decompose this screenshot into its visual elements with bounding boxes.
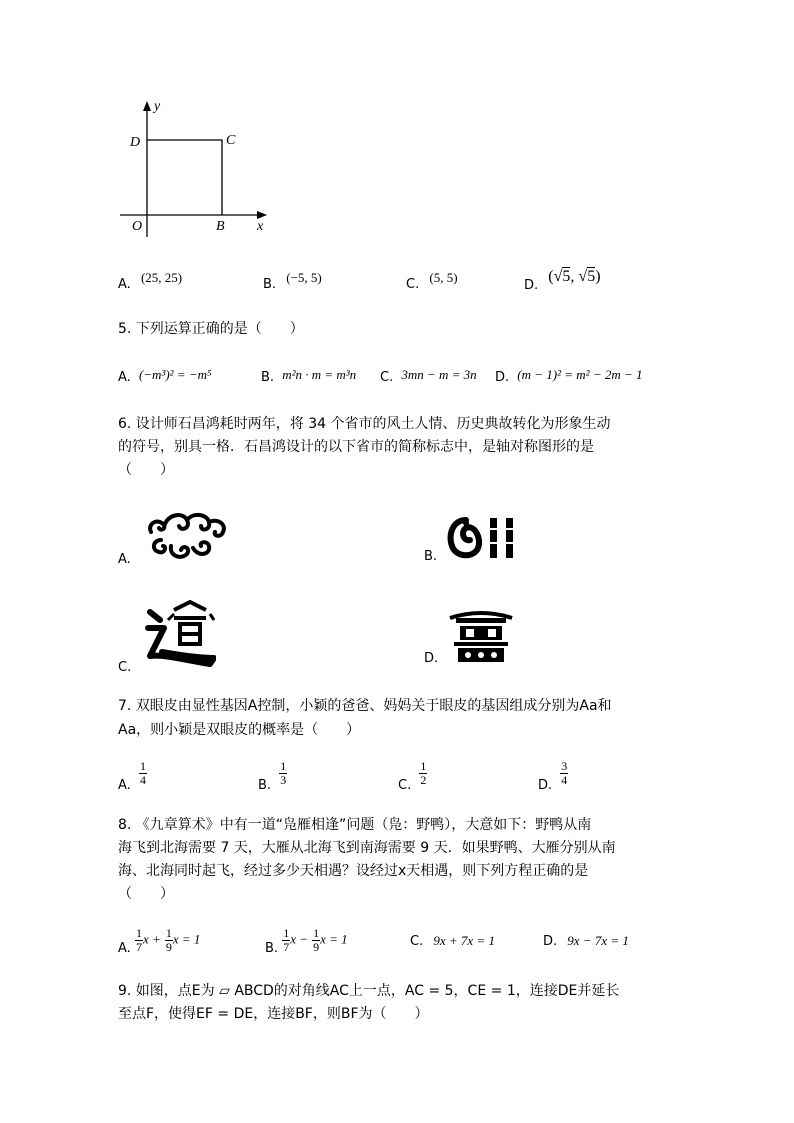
q4-option-c[interactable]: [406, 270, 458, 292]
liao-logo-icon[interactable]: [144, 600, 216, 670]
option-label: A.: [118, 370, 131, 385]
q7-option-d[interactable]: [538, 759, 568, 793]
numerator: 1: [313, 926, 320, 940]
option-value: (5, 5): [429, 270, 458, 285]
option-label: C.: [406, 277, 420, 292]
q6-option-c-label[interactable]: C.: [118, 660, 132, 675]
option-label: C.: [410, 934, 424, 949]
q5-option-b[interactable]: [261, 369, 356, 385]
option-label: D.: [524, 278, 539, 293]
denominator: 2: [420, 772, 427, 787]
radicand: 5: [587, 268, 596, 285]
option-label: B.: [265, 940, 279, 956]
expr-tail: x = 1: [172, 931, 201, 947]
q6-stem-line-2: 的符号，别具一格．石昌鸿设计的以下省市的简称标志中，是轴对称图形的是: [118, 439, 594, 455]
denominator: 7: [283, 939, 290, 954]
fraction: [312, 927, 320, 953]
x-axis-arrow-icon: [257, 211, 267, 219]
q8-stem-line-3: 海、北海同时起飞，经过多少天相遇？设经过x天相遇，则下列方程正确的是: [118, 863, 589, 879]
option-label: A.: [118, 277, 131, 292]
x-axis-label: x: [257, 219, 264, 234]
q7-stem-line-2: Aa，则小颖是双眼皮的概率是（ ）: [118, 722, 361, 738]
option-expr: 9x − 7x = 1: [567, 933, 629, 948]
fraction: [282, 927, 290, 953]
q4-option-d[interactable]: [524, 268, 601, 294]
option-value: (−5, 5): [286, 270, 322, 285]
numerator: 3: [561, 759, 568, 773]
q8-stem-line-4: （ ）: [118, 886, 174, 902]
option-label: A.: [118, 777, 131, 793]
expr-middle: x +: [142, 931, 161, 947]
point-o-label: O: [132, 219, 143, 234]
y-axis-label: y: [154, 99, 161, 114]
point-d-label: D: [130, 135, 141, 150]
q8-option-c[interactable]: [410, 933, 495, 949]
q7-option-b[interactable]: [258, 759, 287, 793]
numerator: 1: [165, 926, 172, 940]
q7-option-a[interactable]: [118, 759, 147, 793]
denominator: 3: [280, 772, 287, 787]
q5-stem: 5. 下列运算正确的是（ ）: [118, 321, 304, 337]
point-b-label: B: [216, 219, 225, 234]
numerator: 1: [283, 926, 290, 940]
square-ocbd: [147, 140, 222, 215]
q6-option-d-label[interactable]: D.: [424, 651, 439, 666]
numerator: 1: [420, 759, 427, 773]
option-label: B.: [258, 777, 272, 793]
fraction: [560, 760, 568, 786]
fraction: [279, 760, 287, 786]
option-label: B.: [263, 277, 277, 292]
paren-close: ): [595, 268, 601, 285]
numerator: 1: [280, 759, 287, 773]
sqrt-sign-icon: √: [578, 268, 588, 285]
point-c-label: C: [226, 133, 236, 148]
expr-tail: x = 1: [320, 931, 348, 947]
fraction: [139, 760, 147, 786]
q9-stem-line-1: 9. 如图，点E为 ▱ ABCD的对角线AC上一点，AC = 5，CE = 1，连接DE并延长: [118, 983, 620, 999]
option-expr: m²n · m = m³n: [282, 367, 357, 382]
option-expr: (−m³)² = −m⁵: [138, 367, 212, 382]
q8-option-d[interactable]: [543, 933, 629, 949]
sqrt-sign-icon: √: [553, 268, 563, 285]
radicand: 5: [562, 268, 571, 285]
denominator: 4: [139, 772, 146, 787]
option-value: [548, 268, 600, 285]
jin-logo-icon[interactable]: [446, 604, 516, 664]
option-expr: 9x + 7x = 1: [433, 933, 495, 948]
q8-option-b[interactable]: [265, 926, 348, 956]
q8-stem-line-2: 海飞到北海需要 7 天，大雁从北海飞到南海需要 9 天．如果野鸭、大雁分别从南: [118, 840, 616, 856]
q7-stem-line-1: 7. 双眼皮由显性基因A控制，小颖的爸爸、妈妈关于眼皮的基因组成分别为Aa和: [118, 698, 612, 714]
cloud-logo-icon[interactable]: [143, 510, 231, 566]
fraction: [135, 927, 143, 953]
option-label: D.: [495, 370, 510, 385]
y-axis-arrow-icon: [143, 101, 151, 111]
option-label: B.: [261, 370, 275, 385]
q5-option-d[interactable]: [495, 369, 643, 385]
q8-stem-line-1: 8. 《九章算术》中有一道“凫雁相逢”问题（凫：野鸭），大意如下：野鸭从南: [118, 817, 592, 833]
fraction: [419, 760, 427, 786]
q5-option-c[interactable]: [380, 369, 477, 385]
q4-option-a[interactable]: [118, 270, 183, 292]
option-label: D.: [538, 777, 553, 793]
denominator: 7: [135, 939, 142, 954]
denominator: 4: [561, 772, 568, 787]
q6-stem-line-3: （ ）: [118, 462, 174, 478]
chuan-logo-icon[interactable]: [446, 514, 522, 562]
fraction: [165, 927, 173, 953]
coordinate-figure: [110, 92, 280, 242]
q6-option-b-label[interactable]: B.: [424, 549, 438, 564]
option-label: A.: [118, 940, 131, 956]
option-label: C.: [380, 370, 394, 385]
option-expr: (m − 1)² = m² − 2m − 1: [517, 367, 643, 382]
separator: ,: [570, 268, 575, 285]
denominator: 9: [313, 939, 320, 954]
q9-stem-line-2: 至点F，使得EF = DE，连接BF，则BF为（ ）: [118, 1006, 429, 1022]
option-value: (25, 25): [140, 270, 183, 285]
option-expr: 3mn − m = 3n: [401, 367, 477, 382]
option-label: D.: [543, 934, 558, 949]
numerator: 1: [135, 926, 142, 940]
q5-option-a[interactable]: [118, 369, 212, 385]
expr-middle: x −: [290, 931, 308, 947]
q7-option-c[interactable]: [398, 759, 427, 793]
numerator: 1: [139, 759, 146, 773]
denominator: 9: [165, 939, 172, 954]
q4-option-b[interactable]: [263, 270, 322, 292]
option-label: C.: [398, 777, 412, 793]
q6-stem-line-1: 6. 设计师石昌鸿耗时两年，将 34 个省市的风土人情、历史典故转化为形象生动: [118, 416, 611, 432]
q6-option-a-label[interactable]: A.: [118, 552, 131, 567]
paren-open: (: [548, 268, 554, 285]
q8-option-a[interactable]: [118, 926, 201, 956]
